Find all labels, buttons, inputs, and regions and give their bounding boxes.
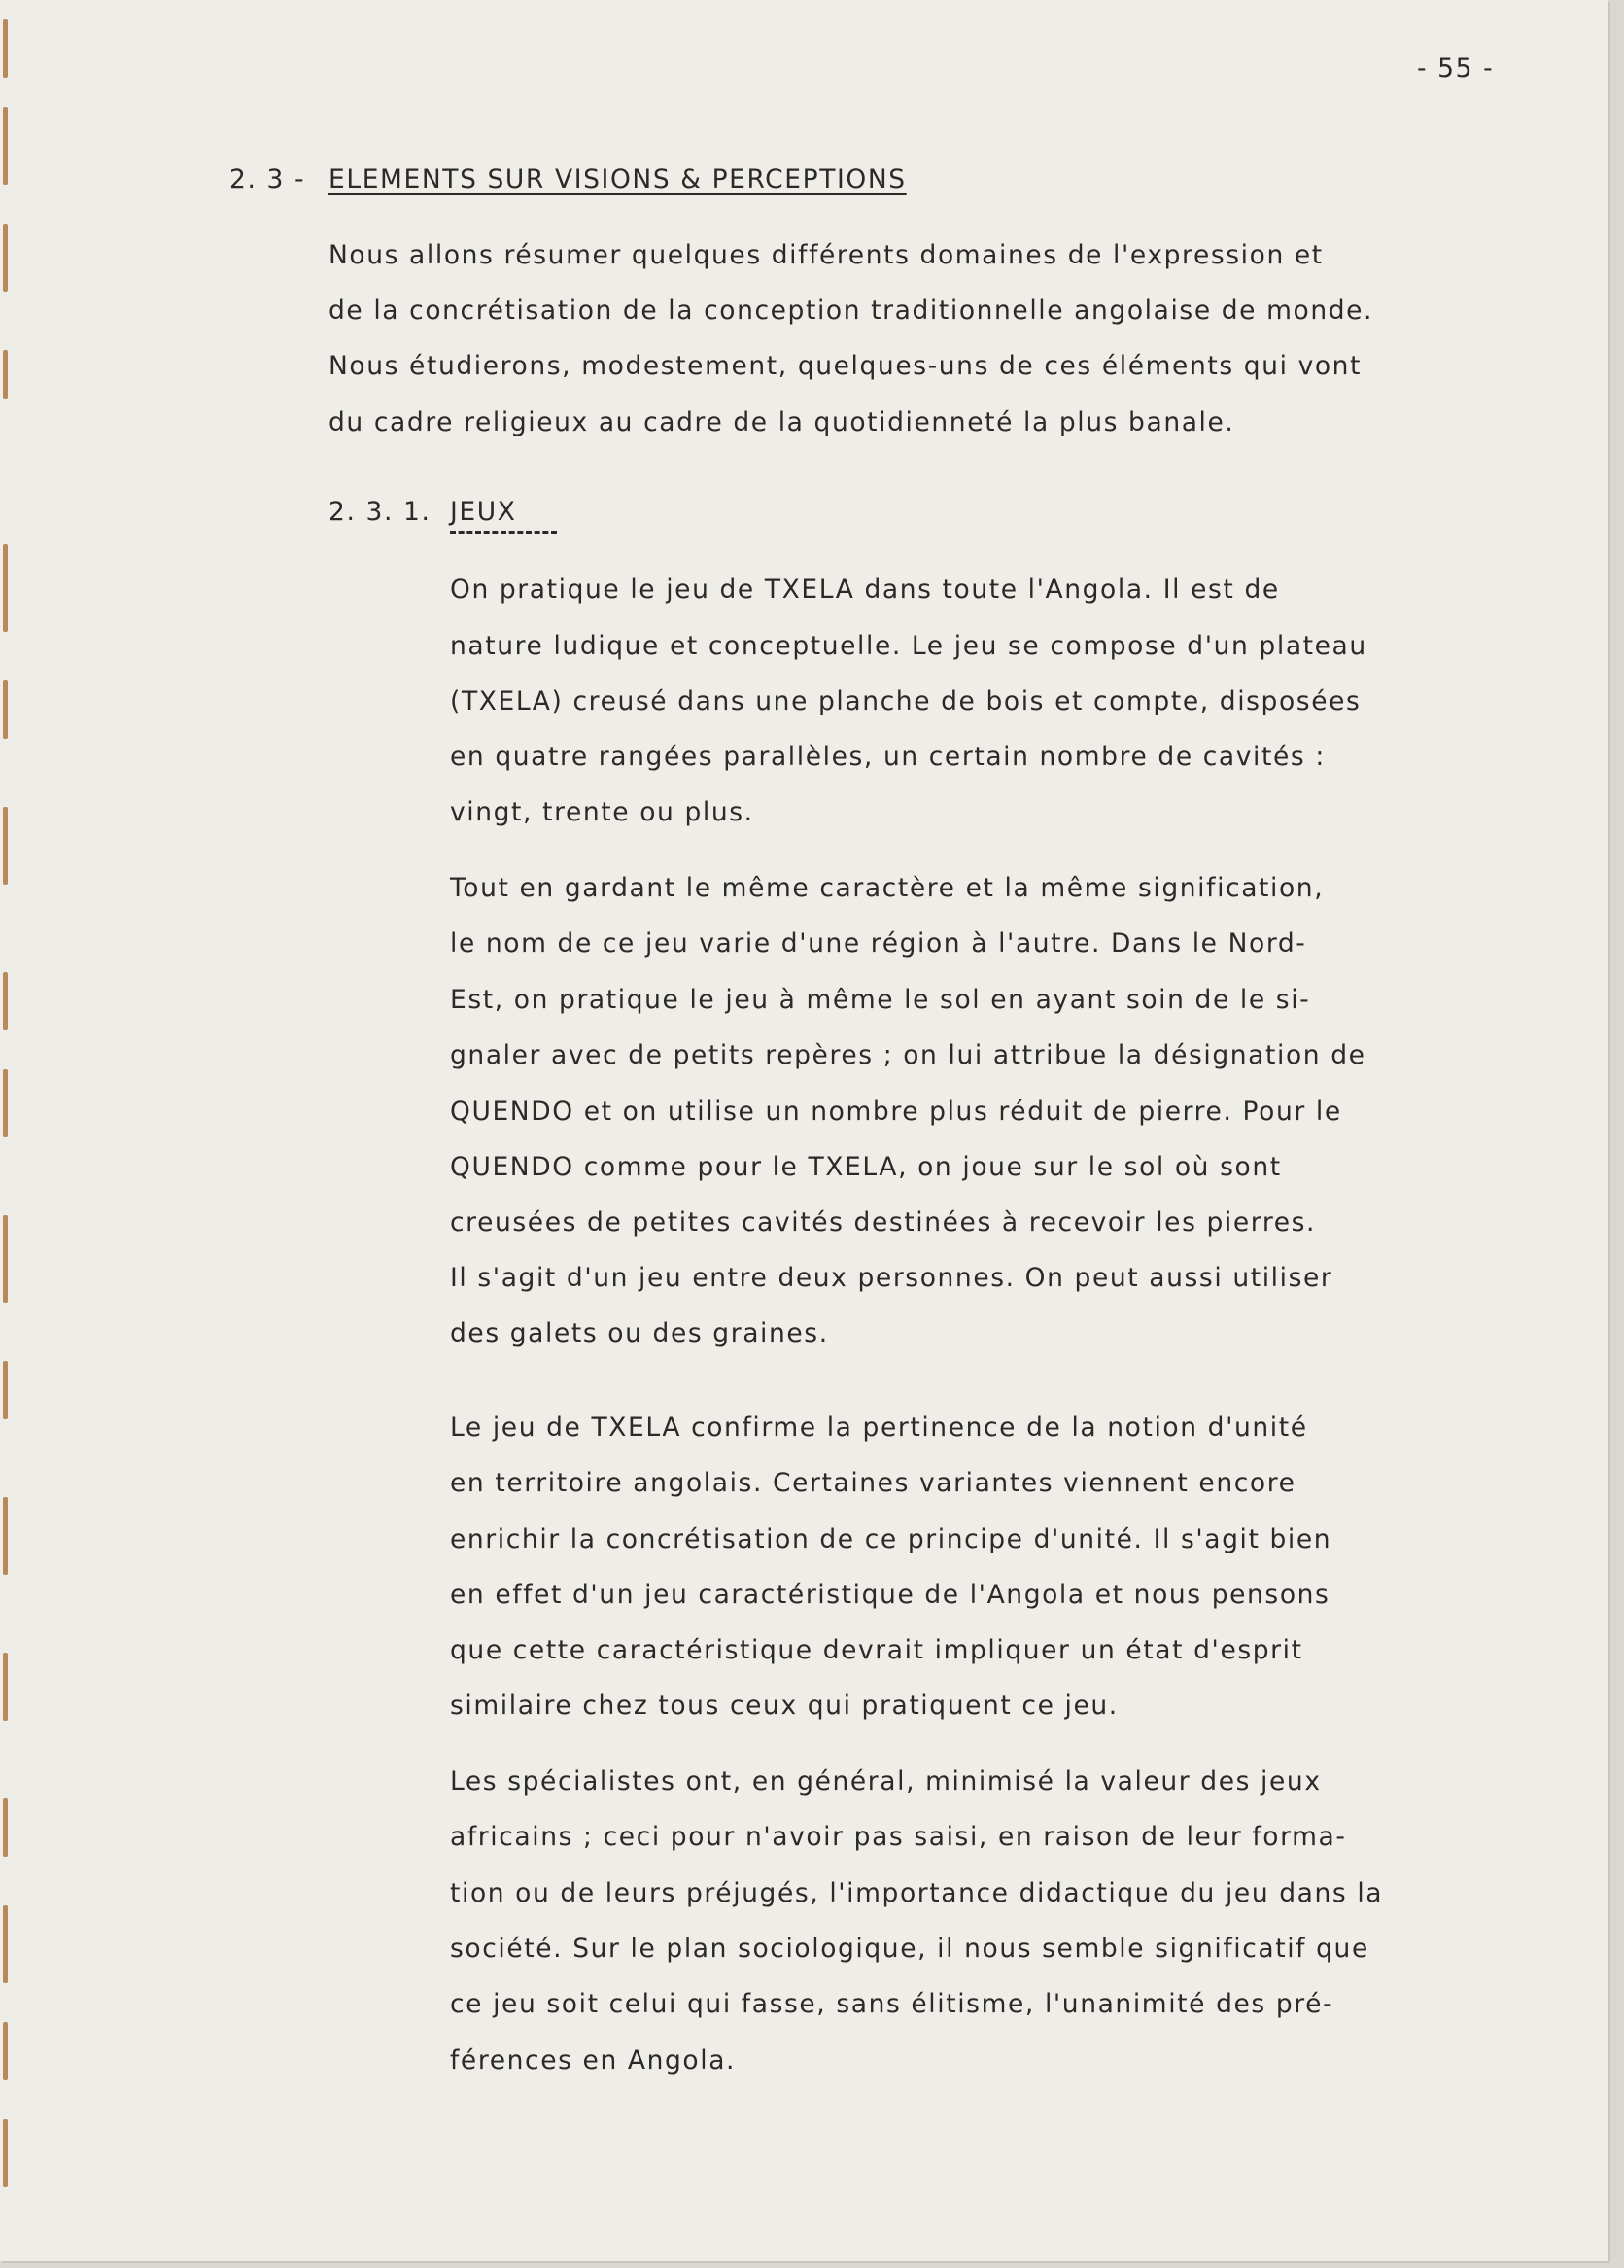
intro-line: Nous étudierons, modestement, quelques-uns de ces éléments qui vont [328, 351, 1363, 381]
paragraph-line: africains ; ceci pour n'avoir pas saisi, en raison de leur forma- [450, 1822, 1347, 1852]
paragraph-line: Les spécialistes ont, en général, minimisé la valeur des jeux [450, 1766, 1322, 1797]
paragraph-line: QUENDO et on utilise un nombre plus réduit de pierre. Pour le [450, 1097, 1342, 1127]
intro-line: de la concrétisation de la conception traditionnelle angolaise de monde. [328, 296, 1374, 326]
section-number: 2. 3 - [229, 164, 306, 194]
paragraph-line: Le jeu de TXELA confirme la pertinence de la notion d'unité [450, 1413, 1308, 1443]
paragraph-line: vingt, trente ou plus. [450, 797, 754, 827]
paragraph-line: des galets ou des graines. [450, 1318, 829, 1348]
page-number: - 55 - [1417, 53, 1495, 84]
paragraph-line: en quatre rangées parallèles, un certain nombre de cavités : [450, 742, 1326, 772]
paragraph-line: enrichir la concrétisation de ce principe d'unité. Il s'agit bien [450, 1524, 1332, 1554]
paragraph-line: ce jeu soit celui qui fasse, sans élitisme, l'unanimité des pré- [450, 1989, 1334, 2019]
paragraph-line: en effet d'un jeu caractéristique de l'Angola et nous pensons [450, 1580, 1330, 1610]
paragraph-line: QUENDO comme pour le TXELA, on joue sur le sol où sont [450, 1152, 1282, 1182]
section-title: ELEMENTS SUR VISIONS & PERCEPTIONS [328, 164, 907, 194]
paragraph-line: en territoire angolais. Certaines variantes viennent encore [450, 1468, 1296, 1498]
paragraph-line: tion ou de leurs préjugés, l'importance didactique du jeu dans la [450, 1878, 1384, 1908]
paragraph-line: similaire chez tous ceux qui pratiquent ce jeu. [450, 1691, 1119, 1721]
paragraph-line: Il s'agit d'un jeu entre deux personnes. On peut aussi utiliser [450, 1263, 1333, 1293]
paragraph-line: société. Sur le plan sociologique, il nous semble significatif que [450, 1934, 1369, 1964]
paragraph-line: le nom de ce jeu varie d'une région à l'autre. Dans le Nord- [450, 928, 1307, 959]
intro-line: Nous allons résumer quelques différents domaines de l'expression et [328, 240, 1324, 270]
subsection-number: 2. 3. 1. [328, 497, 432, 527]
subsection-title: JEUX [450, 497, 517, 527]
paragraph-line: (TXELA) creusé dans une planche de bois et compte, disposées [450, 686, 1362, 716]
paragraph-line: On pratique le jeu de TXELA dans toute l'Angola. Il est de [450, 575, 1280, 605]
paragraph-line: nature ludique et conceptuelle. Le jeu se compose d'un plateau [450, 631, 1367, 661]
binding-edge [0, 0, 14, 2261]
paragraph-line: que cette caractéristique devrait impliquer un état d'esprit [450, 1635, 1303, 1665]
paragraph-line: gnaler avec de petits repères ; on lui attribue la désignation de [450, 1040, 1366, 1070]
paragraph-line: férences en Angola. [450, 2045, 737, 2076]
paragraph-line: creusées de petites cavités destinées à recevoir les pierres. [450, 1207, 1317, 1238]
paragraph-line: Est, on pratique le jeu à même le sol en ayant soin de le si- [450, 985, 1311, 1015]
intro-line: du cadre religieux au cadre de la quotidienneté la plus banale. [328, 407, 1235, 437]
paragraph-line: Tout en gardant le même caractère et la même signification, [450, 873, 1325, 903]
subsection-dashed-underline [450, 531, 557, 534]
